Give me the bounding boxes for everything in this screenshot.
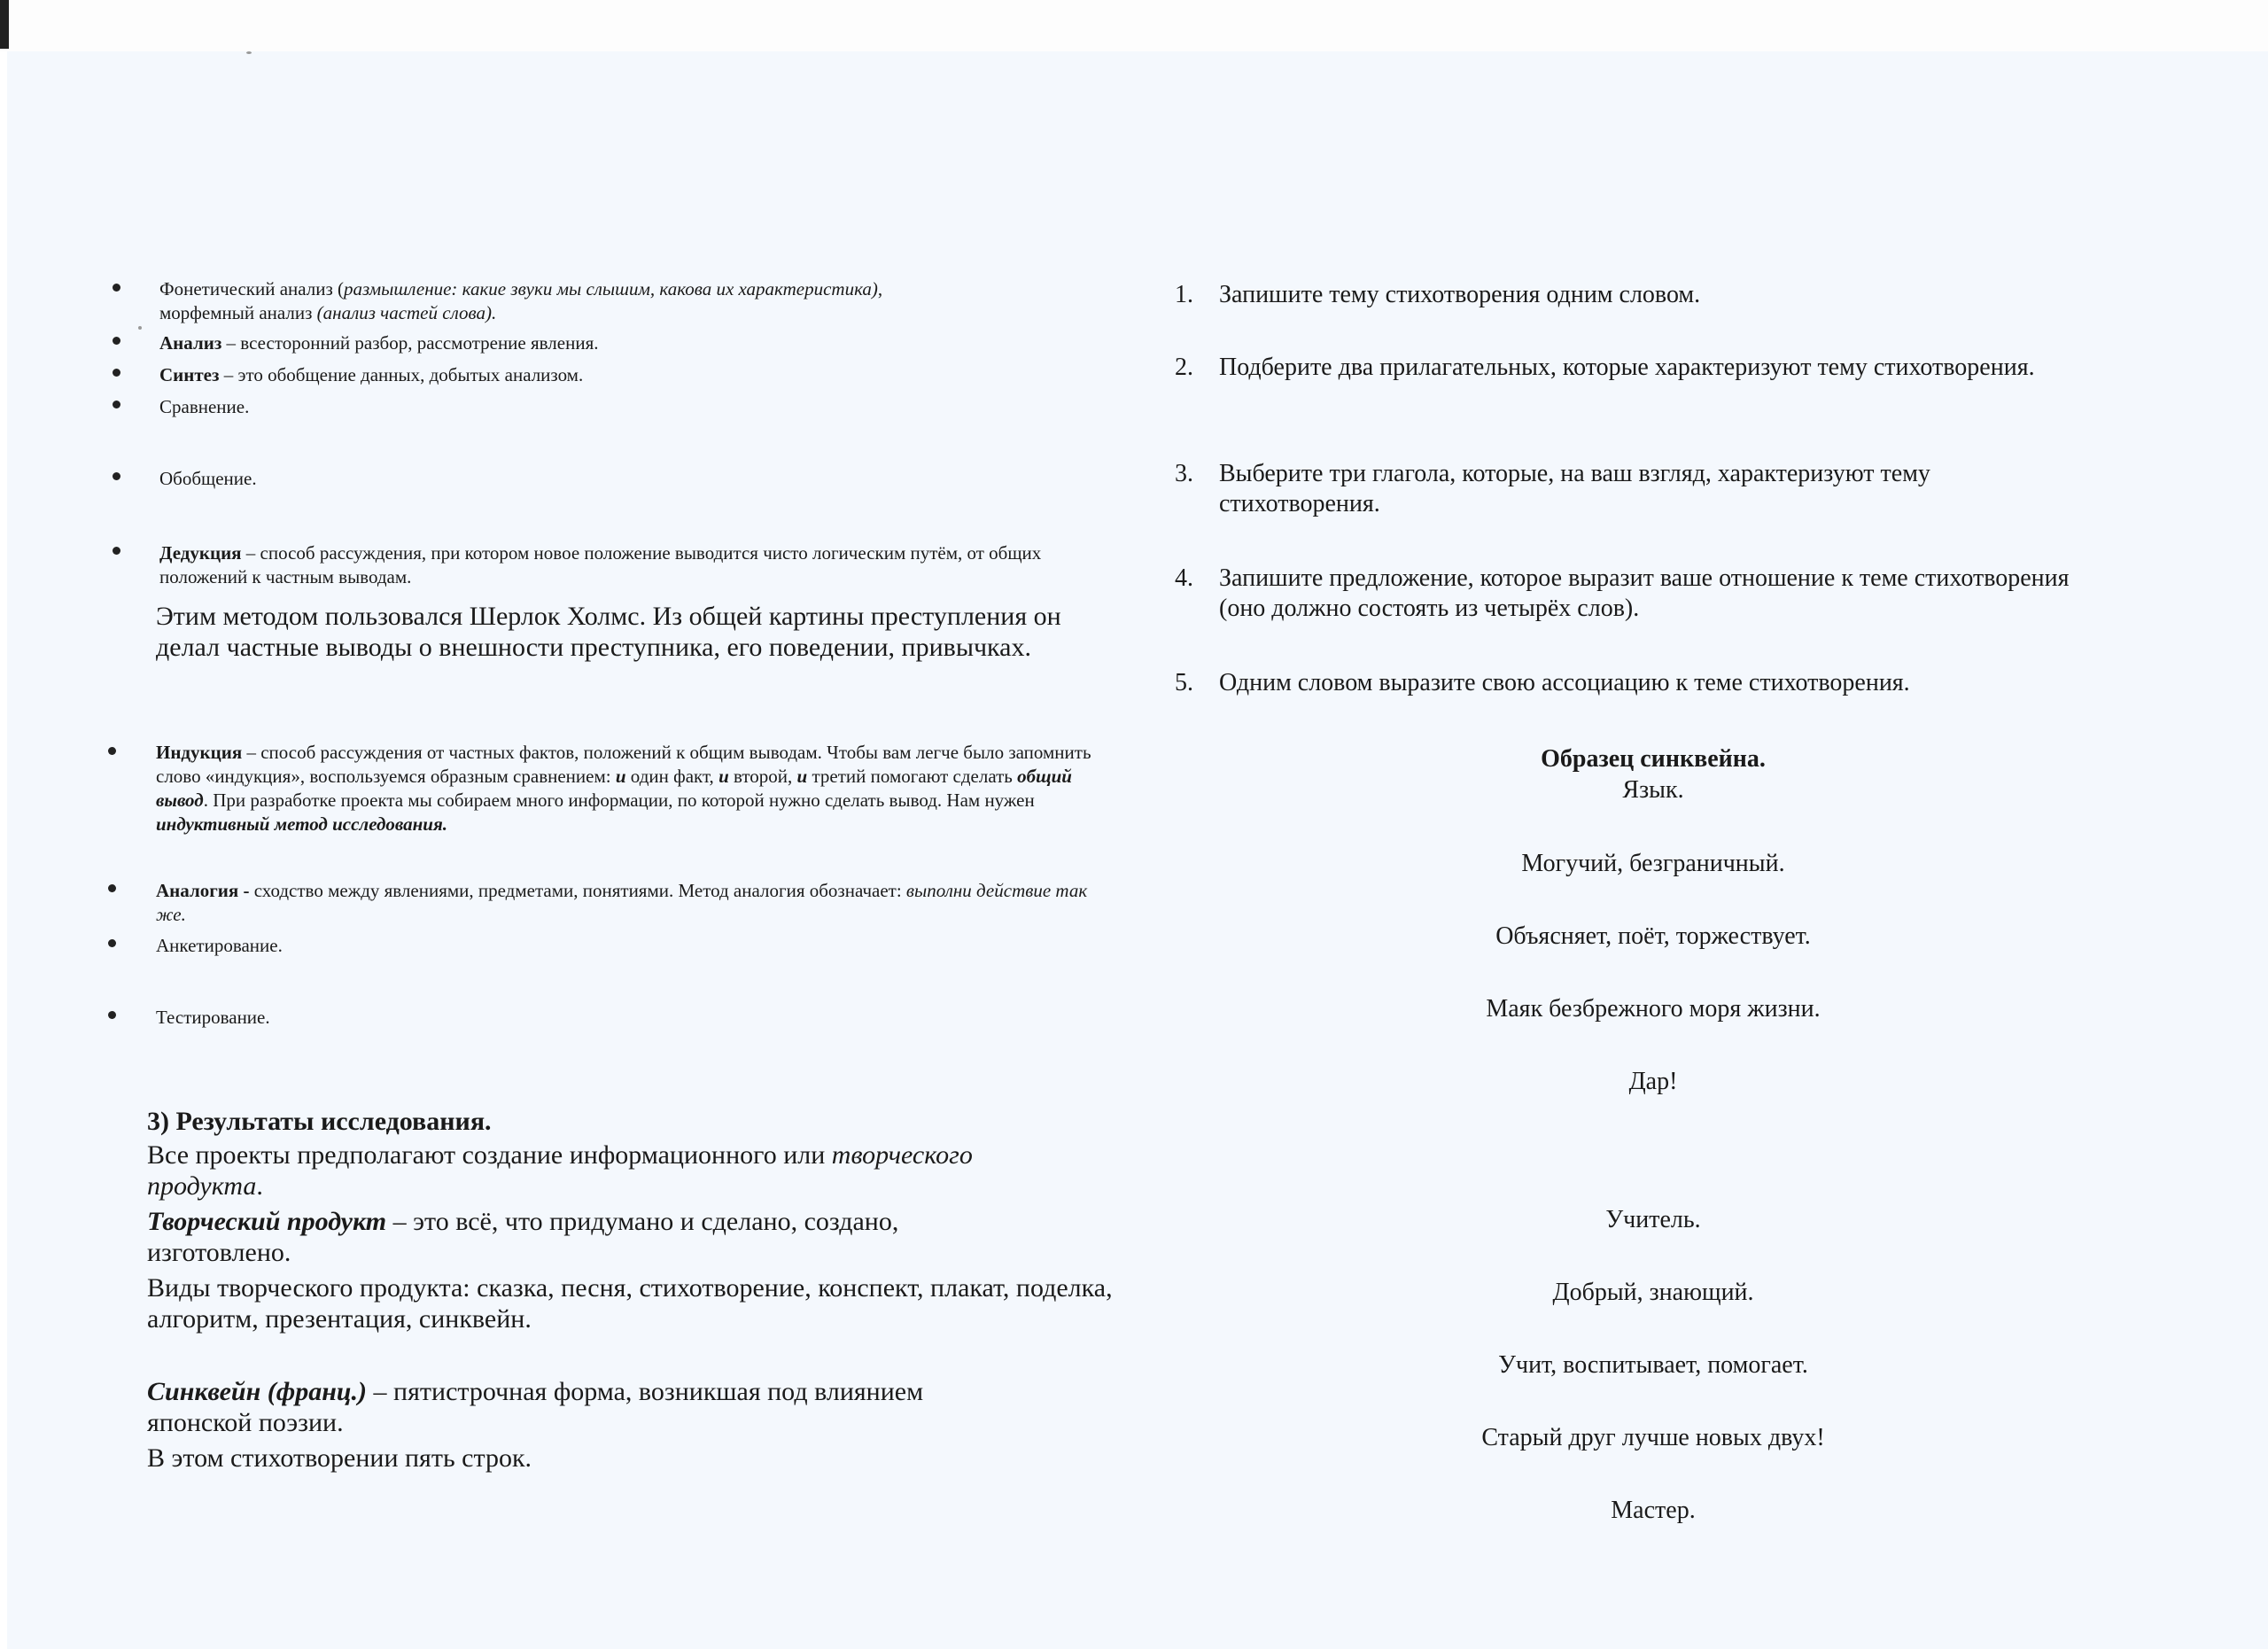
- bullet-dot: [113, 401, 120, 408]
- poem-line: Язык.: [1622, 776, 1684, 804]
- scan-corner-mark: [0, 0, 9, 49]
- scan-speck: [246, 51, 252, 54]
- results-paragraph-5: В этом стихотворении пять строк.: [147, 1443, 532, 1473]
- bullet-dot: [108, 1011, 116, 1019]
- bullet-dot: [108, 747, 116, 755]
- results-paragraph-1: Все проекты предполагают создание информационного или творческого продукта.: [147, 1140, 973, 1201]
- list-item-deduction: Дедукция – способ рассуждения, при котором новое положение выводится чисто логическим путём, от общих положений к частным выводам.: [159, 542, 1042, 587]
- list-item-survey: Анкетирование.: [156, 935, 283, 956]
- scan-margin-top: [0, 0, 2268, 51]
- bullet-dot: [108, 884, 116, 892]
- results-paragraph-2: Творческий продукт – это всё, что придумано и сделано, создано, изготовлено.: [147, 1207, 899, 1267]
- list-item-synthesis: Синтез – это обобщение данных, добытых анализом.: [159, 364, 584, 385]
- list-item-induction: Индукция – способ рассуждения от частных фактов, положений к общим выводам. Чтобы вам легче было запомнить слово «индукция», воспользуемся образным сравнением: и один факт, и второй, и третий помогают сделать общий вывод. При разработке проекта мы собираем много информации, по которой нужно сделать вывод. Нам нужен индуктивный метод исследования.: [156, 742, 1091, 835]
- poem-line: Маяк безбрежного моря жизни.: [1486, 995, 1821, 1023]
- poem-line: Могучий, безграничный.: [1521, 850, 1785, 877]
- bullet-dot: [113, 472, 120, 480]
- step-2: 2. Подберите два прилагательных, которые характеризуют тему стихотворения.: [1175, 354, 2035, 381]
- list-item-generalization: Обобщение.: [159, 468, 257, 489]
- results-heading: 3) Результаты исследования.: [147, 1107, 492, 1136]
- bullet-dot: [113, 337, 120, 345]
- poem-line: Объясняет, поёт, торжествует.: [1495, 922, 1811, 950]
- poem-line: Добрый, знающий.: [1552, 1279, 1754, 1306]
- deduction-example: Этим методом пользовался Шерлок Холмс. Из общей картины преступления он делал частные выводы о внешности преступника, его поведении, привычках.: [156, 602, 1061, 662]
- step-5: 5. Одним словом выразите свою ассоциацию к теме стихотворения.: [1175, 669, 1910, 696]
- list-item-comparison: Сравнение.: [159, 396, 250, 417]
- bullet-dot: [113, 547, 120, 555]
- poem-line: Мастер.: [1611, 1497, 1696, 1524]
- list-item-analogy: Аналогия - сходство между явлениями, предметами, понятиями. Метод аналогия обозначает: выполни действие так же.: [156, 880, 1088, 925]
- poem-line: Учитель.: [1605, 1206, 1701, 1233]
- bullet-dot: [108, 939, 116, 947]
- sample-title: Образец синквейна.: [1541, 745, 1766, 773]
- results-paragraph-4: Синквейн (франц.) – пятистрочная форма, возникшая под влиянием японской поэзии.: [147, 1377, 924, 1437]
- step-4: 4. Запишите предложение, которое выразит ваше отношение к теме стихотворения (оно должно состоять из четырёх слов).: [1175, 564, 2070, 622]
- list-item-testing: Тестирование.: [156, 1007, 270, 1028]
- list-item-analysis: Анализ – всесторонний разбор, рассмотрение явления.: [159, 332, 599, 354]
- poem-line: Старый друг лучше новых двух!: [1481, 1424, 1825, 1451]
- scan-speck: [138, 326, 142, 330]
- bullet-dot: [113, 284, 120, 292]
- poem-line: Учит, воспитывает, помогает.: [1498, 1351, 1808, 1379]
- list-item-phonetic: Фонетический анализ (размышление: какие звуки мы слышим, какова их характеристика), морфемный анализ (анализ частей слова).: [159, 278, 883, 323]
- step-3: 3. Выберите три глагола, которые, на ваш взгляд, характеризуют тему стихотворения.: [1175, 460, 1930, 517]
- bullet-dot: [113, 369, 120, 377]
- step-1: 1. Запишите тему стихотворения одним словом.: [1175, 281, 1701, 308]
- poem-line: Дар!: [1628, 1068, 1678, 1095]
- results-paragraph-3: Виды творческого продукта: сказка, песня, стихотворение, конспект, плакат, поделка, алгоритм, презентация, синквейн.: [147, 1273, 1113, 1334]
- document-page: [7, 51, 2268, 1649]
